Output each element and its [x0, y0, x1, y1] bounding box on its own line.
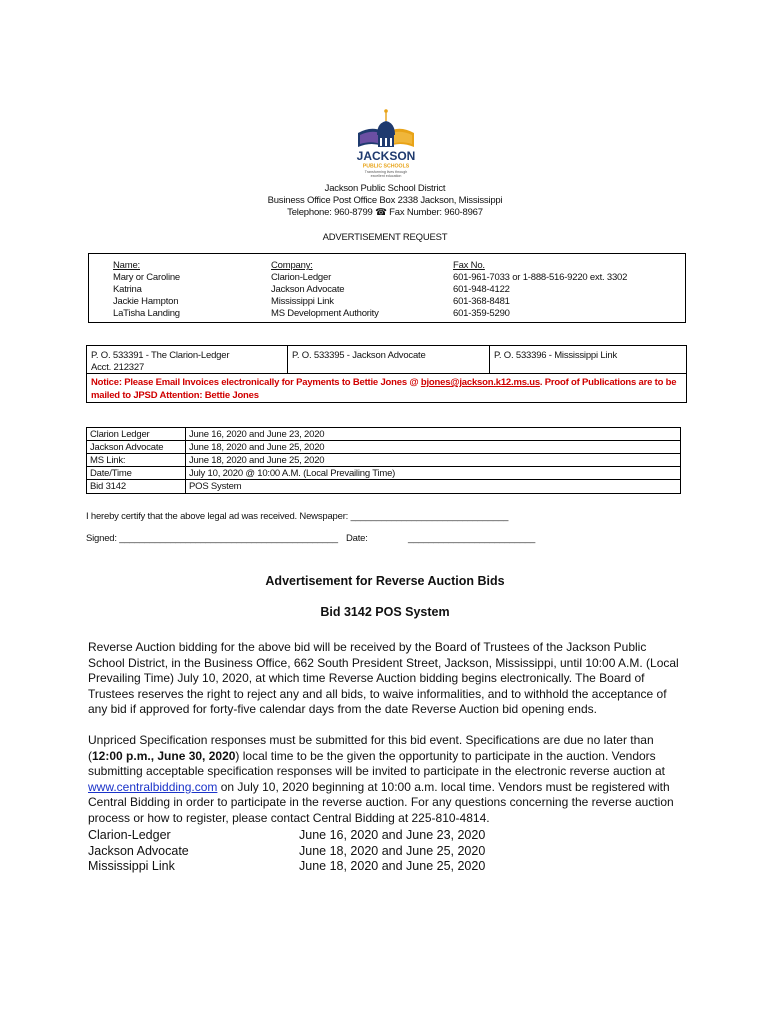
schedule-value: July 10, 2020 @ 10:00 A.M. (Local Prevailing Time): [189, 468, 396, 479]
contacts-box: [88, 253, 686, 323]
contact-company: Clarion-Ledger: [271, 272, 332, 283]
specification-deadline: 12:00 p.m., June 30, 2020: [92, 748, 236, 763]
contact-company: Mississippi Link: [271, 296, 334, 307]
po-mslink: P. O. 533396 - Mississippi Link: [494, 350, 617, 361]
date-line: _________________________: [408, 533, 536, 544]
centralbidding-link[interactable]: www.centralbidding.com: [88, 779, 218, 794]
schedule-label: MS Link:: [90, 455, 126, 466]
date-label: Date:: [346, 533, 368, 544]
publication-date: June 16, 2020 and June 23, 2020: [299, 828, 486, 842]
publication-paper: Mississippi Link: [88, 859, 175, 873]
publication-paper: Clarion-Ledger: [88, 828, 171, 842]
schedule-value: POS System: [189, 481, 242, 492]
svg-text:PUBLIC SCHOOLS: PUBLIC SCHOOLS: [362, 163, 410, 170]
contacts-fax-column: [453, 260, 627, 320]
schedule-label: Jackson Advocate: [90, 442, 164, 453]
contact-name: Katrina: [113, 284, 142, 295]
letterhead: [0, 183, 770, 219]
publication-date: June 18, 2020 and June 25, 2020: [299, 843, 486, 858]
org-phone: Telephone: 960-8799 ☎ Fax Number: 960-8967: [287, 207, 483, 218]
schedule-row: [87, 467, 680, 480]
contact-name: LaTisha Landing: [113, 308, 180, 319]
schedule-value: June 18, 2020 and June 25, 2020: [189, 455, 325, 466]
po-advocate: P. O. 533395 - Jackson Advocate: [288, 346, 490, 373]
notice-email: bjones@jackson.k12.ms.us: [420, 377, 540, 388]
svg-text:Transforming lives through: Transforming lives through: [364, 170, 408, 174]
contacts-names-column: [113, 260, 180, 320]
schedule-value: June 18, 2020 and June 25, 2020: [189, 442, 325, 453]
contact-company: MS Development Authority: [271, 308, 379, 319]
schedule-label: Date/Time: [90, 468, 132, 479]
company-header: Company:: [271, 260, 313, 271]
contacts-company-column: [271, 260, 379, 320]
svg-text:excellent education: excellent education: [370, 174, 402, 178]
schedule-value: June 16, 2020 and June 23, 2020: [189, 429, 325, 440]
jackson-public-schools-logo: [346, 99, 426, 179]
schedule-row: [87, 480, 680, 493]
certify-line: I hereby certify that the above legal ad was received. Newspaper: _______________________________: [86, 511, 509, 522]
schedule-label: Clarion Ledger: [90, 429, 150, 440]
org-name: Jackson Public School District: [324, 183, 446, 194]
svg-text:JACKSON: JACKSON: [356, 149, 416, 163]
notice-text: Notice: Please Email Invoices electronically for Payments to Bettie Jones @: [91, 377, 421, 388]
publication-paper: Jackson Advocate: [88, 843, 189, 858]
name-header: Name:: [113, 260, 140, 271]
publication-papers: [88, 828, 189, 875]
po-row: [87, 346, 686, 374]
contact-fax: 601-359-5290: [453, 308, 510, 319]
publication-dates: [299, 828, 485, 875]
page-title: ADVERTISEMENT REQUEST: [322, 232, 448, 243]
invoice-notice: [91, 376, 681, 402]
org-address: Business Office Post Office Box 2338 Jackson, Mississippi: [267, 195, 503, 206]
po-table: [86, 345, 687, 403]
schedule-row: [87, 428, 680, 441]
ad-title: Advertisement for Reverse Auction Bids: [265, 574, 505, 588]
schedule-label: Bid 3142: [90, 481, 126, 492]
signed-line: Signed: ___________________________________________: [86, 533, 338, 544]
contact-name: Jackie Hampton: [113, 296, 179, 307]
publication-date: June 18, 2020 and June 25, 2020: [299, 859, 486, 873]
schedule-row: [87, 441, 680, 454]
contact-fax: 601-368-8481: [453, 296, 510, 307]
schedule-table: [86, 427, 681, 494]
ad-subtitle: Bid 3142 POS System: [320, 605, 450, 619]
schedule-row: [87, 454, 680, 467]
po-clarion-acct: Acct. 212327: [91, 362, 145, 373]
notice-text-end: . Proof of Publications are to be mailed to JPSD Attention: Bettie Jones: [91, 377, 677, 401]
contact-company: Jackson Advocate: [271, 284, 345, 295]
po-cell-clarion: [87, 346, 288, 373]
para2-text-mid: ) local time to be the given the opportunity to participate in the auction. Vendors submitting acceptable specification responses will be invited to participate in the electronic reverse auction at: [88, 748, 665, 778]
fax-header: Fax No.: [453, 260, 485, 271]
logo-emblem-icon: [346, 99, 426, 179]
para2-text: Unpriced Specification responses must be submitted for this bid event. Specifications are due no later than (: [88, 733, 654, 763]
contact-name: Mary or Caroline: [113, 272, 181, 283]
contact-fax: 601-961-7033 or 1-888-516-9220 ext. 3302: [453, 272, 628, 283]
ad-paragraph-1: Reverse Auction bidding for the above bid will be received by the Board of Trustees of the Jackson Public School District, in the Business Office, 662 South President Street, Jackson, Mississippi, until 10:00 A.M. (Local Prevailing Time) July 10, 2020, at which time Reverse Auction bidding begins electronically. The Board of Trustees reserves the right to reject any and all bids, to waive informalities, and to withhold the acceptance of any bid if approved for forty-five calendar days from the date Reverse Auction bid opening ends.: [88, 640, 679, 716]
contact-fax: 601-948-4122: [453, 284, 510, 295]
po-clarion: P. O. 533391 - The Clarion-Ledger: [91, 350, 230, 361]
ad-paragraph-2: [88, 733, 685, 826]
para2-text-end: on July 10, 2020 beginning at 10:00 a.m. local time. Vendors must be registered with Central Bidding in order to participate in the reverse auction. For any questions concerning the reverse auction process or how to register, please contact Central Bidding at 225-810-4814.: [88, 779, 674, 825]
